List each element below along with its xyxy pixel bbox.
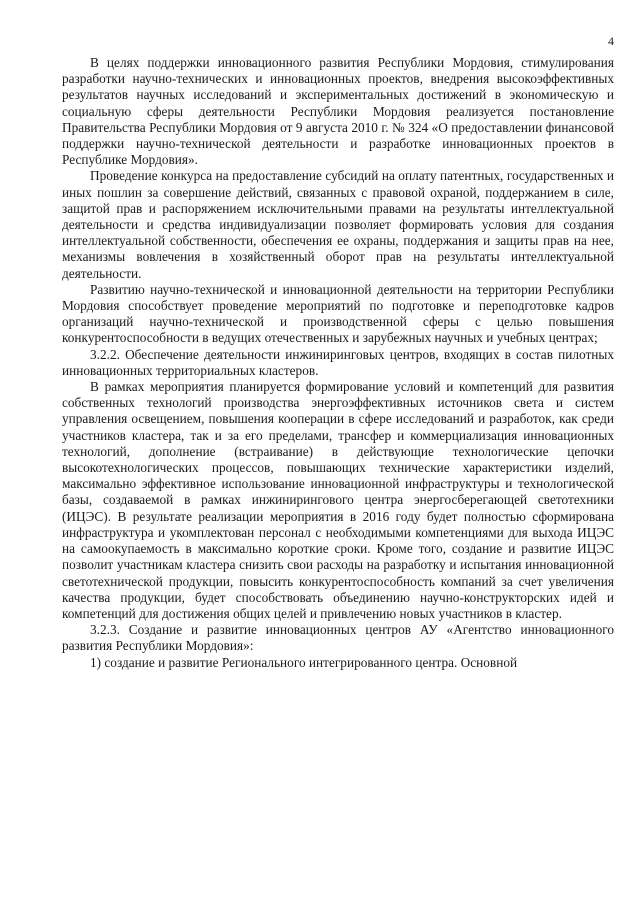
paragraph-engineering-center: В рамках мероприятия планируется формирование условий и компетенций для развития собственных технологий производства энергоэффективных источников света и систем управления освещением, повышения кооперации в сфере исследований и разработок, как среди участников кластера, так и за его пределами, трансфер и коммерциализация инновационных технологий, дополнение (встраивание) в действующие технологические цепочки высокотехнологических процессов, повышающих технические характеристики изделий, максимально эффективное использование инновационной инфраструктуры и технологической базы, создаваемой в рамках инжинирингового центра энергосберегающей светотехники (ИЦЭС). В результате реализации мероприятия в 2016 году будет полностью сформирована инфраструктура и укомплектован персонал с необходимыми компетенциями для выхода ИЦЭС на самоокупаемость в максимально короткие сроки. Кроме того, создание и развитие ИЦЭС позволит участникам кластера снизить свои расходы на разработку и испытания инновационной светотехнической продукции, повысить конкурентоспособность компаний за счет увеличения качества продукции, будет способствовать объединению научно-конструкторских идей и компетенций для достижения общих целей и привлечению новых участников в кластер. [62, 379, 614, 621]
paragraph-patent-subsidies: Проведение конкурса на предоставление субсидий на оплату патентных, государственных и иных пошлин за совершение действий, связанных с правовой охраной, поддержанием в силе, защитой прав и распоряжением исключительными правами на результаты интеллектуальной деятельности и средства индивидуализации позволяет формировать условия для создания интеллектуальной собственности, обеспечения ее охраны, поддержания и защиты прав на нее, механизмы вовлечения в хозяйственный оборот прав на результаты интеллектуальной деятельности. [62, 168, 614, 281]
paragraph-innovation-support: В целях поддержки инновационного развития Республики Мордовия, стимулирования разработки научно-технических и инновационных проектов, внедрения высокоэффективных результатов научных исследований и экспериментальных достижений в экономическую и социальную сферы деятельности Республики Мордовия реализуется постановление Правительства Республики Мордовия от 9 августа 2010 г. № 324 «О предоставлении финансовой поддержки научно-технической деятельности и разработке инновационных проектов в Республике Мордовия». [62, 55, 614, 168]
paragraph-section-3-2-3: 3.2.3. Создание и развитие инновационных центров АУ «Агентство инновационного развития Республики Мордовия»: [62, 622, 614, 654]
paragraph-regional-center: 1) создание и развитие Регионального интегрированного центра. Основной [90, 654, 518, 670]
paragraph-section-3-2-2: 3.2.2. Обеспечение деятельности инжиниринговых центров, входящих в состав пилотных инновационных территориальных кластеров. [62, 346, 614, 378]
page-number: 4 [608, 34, 614, 48]
paragraph-staff-training: Развитию научно-технической и инновационной деятельности на территории Республики Мордовия способствует проведение мероприятий по подготовке и переподготовке кадров организаций научно-технической и производственной сферы с целью повышения конкурентоспособности в ведущих отечественных и зарубежных научных и учебных центрах; [62, 281, 614, 346]
